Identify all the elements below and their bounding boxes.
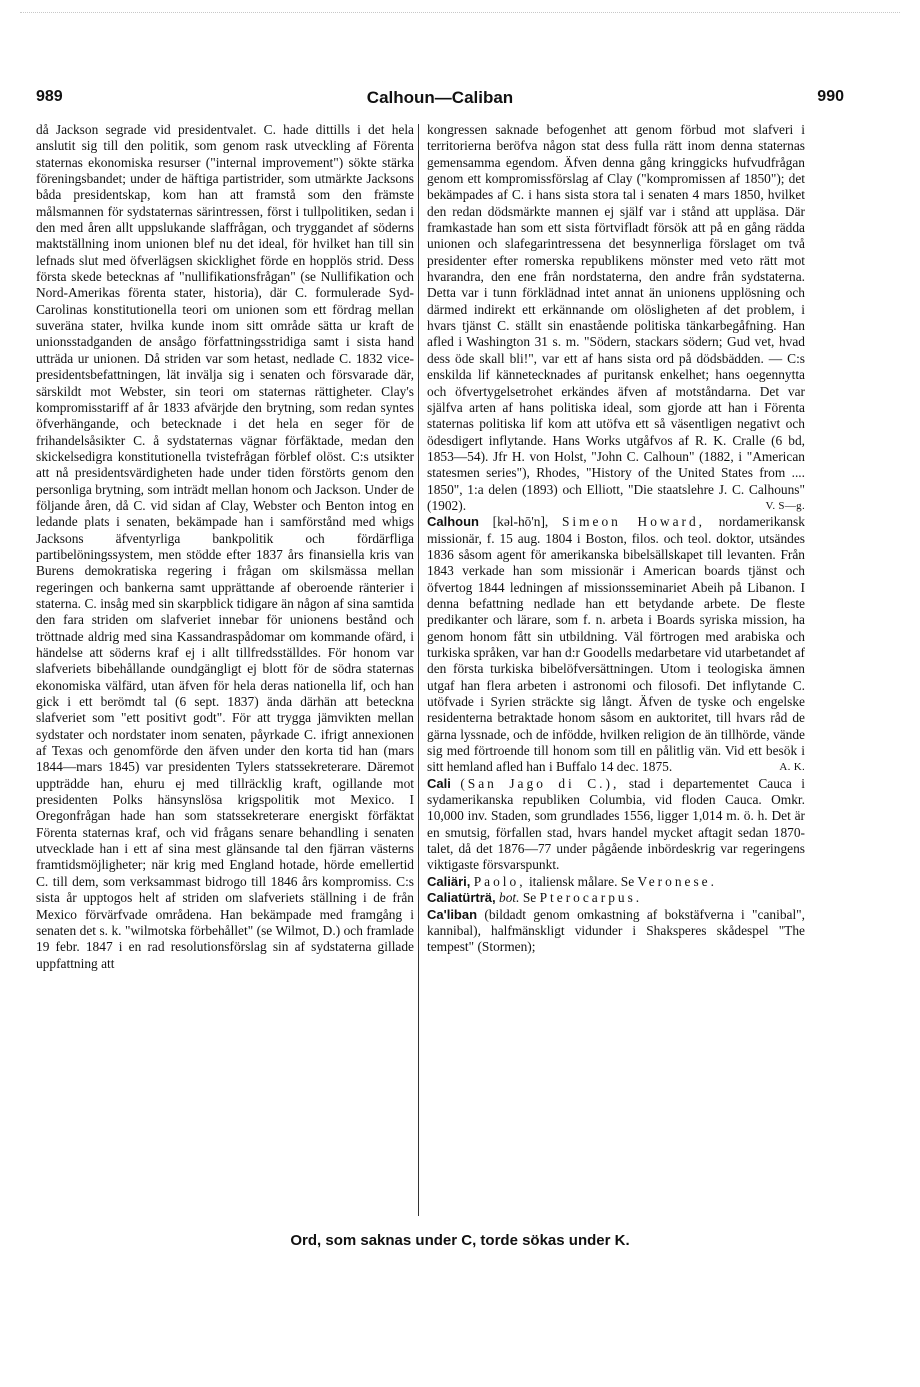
author-signature: V. S—g. <box>765 499 805 512</box>
page-number-right: 990 <box>817 88 844 105</box>
calhoun-john-entry-continued <box>427 122 805 514</box>
calhoun-john-entry-text: då Jackson segrade vid presidentvalet. C. hade dittills i det hela anslutit sig till den politik, som genom rask utveckling af Förenta staternas ekonomiska resurser ("internal improvement") sökte stärka föreningsbandet; under de häftiga partistrider, som utmärkte Jacksons båda presidentskap, kom han att framstå som den främste målsmannen för sydstaternas särintressen, först i tullpolitiken, sedan i den med åren allt uppslukande slaffrågan, och tryggandet af söderns maktställning inom unionen blef nu det ideal, för hvilket han till sin lefnads slut med öfverlägsen skicklighet förde en hopplös strid. Dess första skede betecknas af "nullifikationsfrågan" (se Nullifikation och Nord-Amerikas förenta stater, historia), där C. formulerade Syd-Carolinas konstitutionella teori om unionen som ett fördrag mellan suveräna stater, hvilka kunde inom sitt område sätta ur kraft de unionsstadganden de ansågo författningsstridiga samt i sista hand utträda ur unionen. Då striden var som hetast, nedlade C. 1832 vice-presidentsbefattningen, lät invälja sig i senaten och försvarade där, särskildt mot Webster, sin teori om staternas rättigheter. Clay's kompromisstariff af år 1833 afvärjde den brytning, som redan syntes öfverhängande, och betecknade i det hela en seger för de frihandelsåsikter C. å sydstaternas vägnar förfäktade, medan den skickelsedigra konstitutionella tvistefrågan förblef olöst. C:s utsikter att nå presidentsvärdigheten hade under tiden förstörts genom den personliga brytning, som inträdt mellan honom och Jackson. Under de följande åren, då C. vid sidan af Clay, Webster och Benton intog en ledande plats i senaten, bekämpade han i samförstånd med whigs Jacksons äfventyrliga bankpolitik och fördärfliga partibelöningssystem, men stödde efter 1837 års finansiella kris van Burens demokratiska regering i frågan om skilsmässa mellan regeringen och bankerna samt upprättande af oberoende ränterier i staterna. C. insåg med sin skarpblick tidigare än någon af sina samtida den fara striden om slafveriet innebar för unionens bestånd och tröttnade aldrig med sina Kassandraspådomar om kommande ofärd, i händelse att söderns kraf ej i allt tillfredsställdes. För honom var slafveriets bibehållande oundgängligt ej blott för de södra staternas ekonomiska välfärd, utan äfven för hela deras nationella lif, och han gick i ett berömdt tal (6 sept. 1837) ända därhän att beteckna slafveriet som "ett positivt godt". För att trygga jämvikten mellan sydstater och nordstater inom senaten, påyrkade C. ifrigt annexionen af Texas och genomförde den äfven under den korta tid han (mars 1844—mars 1845) var presidenten Tylers statssekreterare. Däremot uppträdde han, ehuru ej med tillräcklig kraft, ogillande mot presidenten Polks hänsynslösa krigspolitik mot Mexico. I Oregonfrågan hade han som statssekreterare energiskt förfäktat Förenta staternas kraf, och vid frågans senare behandling i senaten utvecklade han i ett af sina mest glänsande tal den fjärran västerns framtidsmöjligheter; när krig med England hotade, hörde emellertid C. till dem, som verksammast bidrogo till 1846 års kompromiss. C:s sista år upptogos helt af striden om slafveriets ställning i de från Mexico förvärfvade områdena. Han bekämpade med framgång i senaten det s. k. "wilmotska förbehållet" (se Wilmot, D.) och framlade 19 febr. 1847 i en rad resolutionsförslag sin af sydstaterna gillade uppfattning att <box>36 122 414 971</box>
entry-headword: Caliatürträ, <box>427 890 496 906</box>
cross-reference: Pterocarpus. <box>539 890 643 906</box>
entry-calhoun-simeon <box>427 514 805 776</box>
column-divider <box>418 124 419 1216</box>
cross-reference: Veronese. <box>637 873 717 889</box>
entry-text: nordamerikansk missionär, f. 15 aug. 1804 i Boston, filos. och teol. doktor, utsändes 1836 såsom agent för amerikanska bibelsällskapet till levanten. Från 1843 verkade han som missionär i American boards tjänst och öfvertog 1844 ledningen af missionsseminariet Abeih på Libanon. I denna befattning nedlade han ett betydande arbete. De fleste predikanter och lärare, som f. n. arbeta i Boards syriska mission, ha genom honom fått sin utbildning. Väl förtrogen med arabiska och turkiska språken, var han d:r Goodells medarbetare vid utarbetandet af den första turkiska bibelöfversättningen. Utom i teologiska ämnen utgaf han flera arbeten i astronomi och filosofi. Det inflytande C. utöfvade i Syrien sträckte sig långt. Äfven de tyske och engelske residenterna betraktade honom såsom en auktoritet, till hvars råd de gärna lyssnade, och de infödde, hvilken religion de än tillhörde, vände sig med förtroende till honom som till en pålitlig vän. Vid ett besök i sitt hemland afled han i Buffalo 14 dec. 1875. <box>427 514 805 775</box>
person-name: Paolo, <box>473 873 526 889</box>
page-footer-note: Ord, som saknas under C, torde sökas under K. <box>290 1232 630 1249</box>
author-signature: A. K. <box>779 761 805 774</box>
entry-text: stad i departementet Cauca i sydamerikanska republiken Columbia, vid floden Cauca. Omkr. 10,000 inv. Staden, som grundlades 1556, ligger 1,014 m. ö. h. Det är en smutsig, förfallen stad, hvars handel mycket aftagit sedan 1870-talet, då det 1876—77 under pågående inbördeskrig var regeringens viktigaste försvarspunkt. <box>427 775 805 873</box>
left-column <box>36 122 414 1217</box>
entry-cali <box>427 776 805 874</box>
entry-text: Se <box>522 890 537 906</box>
page-header <box>36 88 844 112</box>
entry-text: (bildadt genom omkastning af bokstäfverna i "canibal", kannibal), halfmänskligt vidunder i Shaksperes skådespel "The tempest" (Stormen); <box>427 906 805 955</box>
entry-headword: Calhoun <box>427 514 479 530</box>
page-number-left: 989 <box>36 88 63 105</box>
entry-caliari <box>427 874 805 890</box>
entry-caliban <box>427 907 805 956</box>
alternate-name: (San Jago di C.), <box>460 775 620 791</box>
entry-headword: Cali <box>427 775 451 791</box>
entry-caliaturtra <box>427 890 805 906</box>
subject-abbreviation: bot. <box>499 890 520 906</box>
entry-text: kongressen saknade befogenhet att genom förbud mot slafveri i territorierna beröfva någon stat dess fulla rätt inom denna staternas gemensamma egendom. Äfven denna gång kringgicks hufvudfrågan genom ett kompromissförslag af Clay ("kompromissen af 1850"); det bekämpades af C. i hans sista stora tal i senaten 4 mars 1850, hvilket den redan dödsmärkte mannen ej själf var i stånd att uppläsa. Där framkastade han som ett sista förtvifladt försök att på en gång rädda unionen och slafegarintressena det besynnerliga förslaget om två presidenter efter romerska republikens mönster med veto rätt mot hvarandra, den ene från nordstaterna, den andre från sydstaterna. Detta var i tunn förklädnad intet annat än unionens upplösning och därmed indirekt ett erkännande om olösligheten af det problem, i hvars tjänst C. ställt sin enastående politiska tänkarbegåfning. Han afled i Washington 31 s. m. "Södern, stackars södern; Gud vet, hvad dess öde skall bli!", var ett af hans sista ord på dödsbädden. — C:s enskilda lif kännetecknades af puritansk enkelhet; hans oegennytta och öfvertygelsetrohet erkändes äfven af motståndarna. Det var själfva arten af hans politiska ideal, som gjorde att han i Förenta staternas politiska lif kom att utöfva ett så väsentligen negativt och ödesdigert inflytande. Hans Works utgåfvos af R. K. Cralle (6 bd, 1853—54). Jfr H. von Holst, "John C. Calhoun" (1882, i "American statesmen series"), Rhodes, "History of the United States from .... 1850", 1:a delen (1893) och Elliott, "Die staatslehre J. C. Calhouns" (1902). <box>427 122 805 513</box>
entry-headword: Ca'liban <box>427 906 478 922</box>
entry-headword: Caliäri, <box>427 873 471 889</box>
entry-text: italiensk målare. Se <box>528 873 635 889</box>
pronunciation: [kəl-hō'n], <box>492 514 549 530</box>
person-name: Simeon Howard, <box>561 514 706 530</box>
right-column <box>427 122 805 1217</box>
scan-edge-line <box>20 12 900 13</box>
running-head-title: Calhoun—Caliban <box>366 88 514 107</box>
